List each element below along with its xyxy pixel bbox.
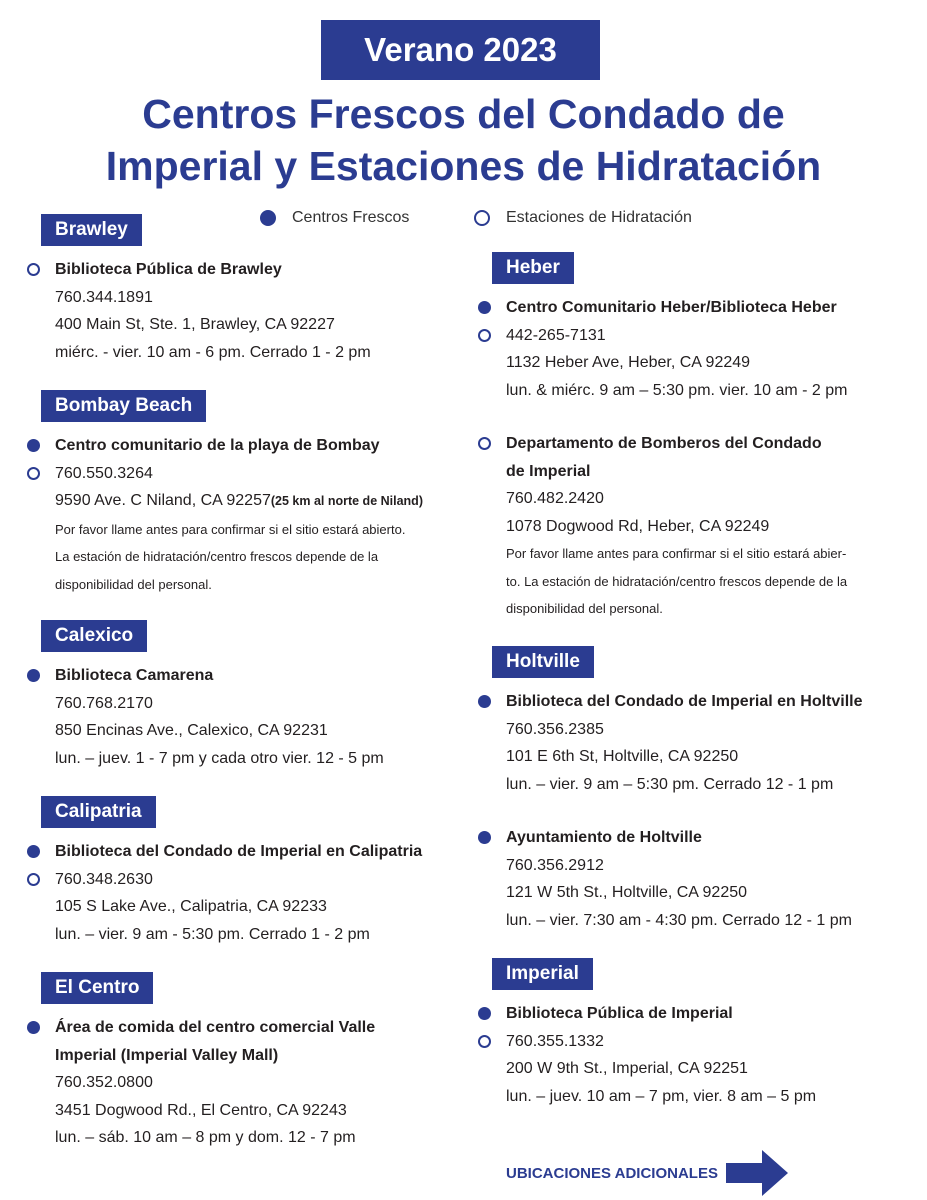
location-phone: 760.352.0800 [55, 1074, 153, 1091]
location-imperial-library [506, 1000, 816, 1110]
city-heading-bombay-beach: Bombay Beach [41, 390, 206, 422]
location-note: disponibilidad del personal. [55, 576, 212, 592]
cooling-center-icon [27, 1021, 40, 1034]
location-note: disponibilidad del personal. [506, 601, 663, 616]
city-heading-heber: Heber [492, 252, 574, 284]
location-address: 1132 Heber Ave, Heber, CA 92249 [506, 354, 751, 371]
city-heading-imperial: Imperial [492, 958, 593, 990]
location-note: to. La estación de hidratación/centro frescos depende de la [506, 573, 848, 589]
location-bombay-center [55, 432, 423, 598]
hydration-station-icon [27, 467, 40, 480]
hydration-station-icon [478, 1035, 491, 1048]
location-phone: 760.482.2420 [506, 490, 604, 507]
location-phone: 760.356.2912 [506, 856, 604, 874]
city-heading-holtville: Holtville [492, 646, 594, 678]
location-name: Centro Comunitario Heber/Biblioteca Heber [506, 299, 837, 316]
location-address: 121 W 5th St., Holtville, CA 92250 [506, 884, 748, 901]
location-heber-center [506, 294, 847, 404]
location-phone: 760.344.1891 [55, 288, 153, 306]
location-address: 400 Main St, Ste. 1, Brawley, CA 92227 [55, 316, 335, 333]
location-name-line-2: de Imperial [506, 462, 591, 480]
location-name: Biblioteca del Condado de Imperial en Holtville [506, 693, 863, 710]
cooling-center-icon [478, 301, 491, 314]
cooling-center-icon [478, 1007, 491, 1020]
legend-cooling [260, 209, 409, 227]
location-brawley-library [55, 256, 371, 366]
location-calipatria-library [55, 838, 422, 948]
location-address: 3451 Dogwood Rd., El Centro, CA 92243 [55, 1101, 347, 1119]
cooling-center-icon [27, 669, 40, 682]
location-hours: lun. – juev. 1 - 7 pm y cada otro vier. 12 - 5 pm [55, 749, 384, 767]
additional-locations-label: UBICACIONES ADICIONALES [506, 1164, 718, 1182]
location-note: Por favor llame antes para confirmar si el sitio estará abier- [506, 546, 847, 561]
cooling-center-icon [27, 845, 40, 858]
location-hours: lun. – vier. 9 am – 5:30 pm. Cerrado 12 - 1 pm [506, 775, 834, 793]
location-note: Por favor llame antes para confirmar si el sitio estará abierto. [55, 521, 406, 537]
city-heading-brawley: Brawley [41, 214, 142, 246]
cooling-center-icon [478, 831, 491, 844]
location-phone: 760.768.2170 [55, 694, 153, 712]
filled-circle-icon [260, 210, 276, 226]
legend-hydration-label: Estaciones de Hidratación [506, 209, 692, 226]
location-hours: lun. – juev. 10 am – 7 pm, vier. 8 am – 5 pm [506, 1087, 817, 1105]
location-holtville-city-hall [506, 824, 852, 934]
location-name-line-1: Área de comida del centro comercial Valle [55, 1019, 376, 1036]
location-holtville-library [506, 688, 863, 798]
location-hours: lun. – sáb. 10 am – 8 pm y dom. 12 - 7 pm [55, 1129, 356, 1146]
location-hours: lun. – vier. 9 am - 5:30 pm. Cerrado 1 - 2 pm [55, 925, 370, 943]
location-hours: lun. & miérc. 9 am – 5:30 pm. vier. 10 am - 2 pm [506, 381, 848, 399]
location-phone: 760.356.2385 [506, 720, 604, 738]
hydration-station-icon [478, 329, 491, 342]
ring-circle-icon [474, 210, 490, 226]
city-heading-el-centro: El Centro [41, 972, 153, 1004]
location-address: 101 E 6th St, Holtville, CA 92250 [506, 748, 739, 765]
arrow-right-icon [726, 1150, 788, 1196]
hydration-station-icon [27, 263, 40, 276]
legend-hydration [474, 209, 692, 227]
location-name: Centro comunitario de la playa de Bombay [55, 437, 380, 454]
location-el-centro-mall [55, 1014, 375, 1152]
additional-locations-link[interactable] [506, 1150, 788, 1196]
location-name: Biblioteca Pública de Imperial [506, 1005, 733, 1022]
title-line-1: Centros Frescos del Condado de [142, 91, 785, 137]
cooling-center-icon [478, 695, 491, 708]
page-title [0, 88, 927, 192]
hydration-station-icon [478, 437, 491, 450]
location-hours: lun. – vier. 7:30 am - 4:30 pm. Cerrado 12 - 1 pm [506, 911, 852, 929]
location-phone: 760.550.3264 [55, 464, 153, 482]
location-name-line-1: Departamento de Bomberos del Condado [506, 435, 822, 452]
location-name: Biblioteca Pública de Brawley [55, 261, 282, 278]
location-address: 850 Encinas Ave., Calexico, CA 92231 [55, 722, 328, 739]
location-heber-fire-department [506, 430, 847, 623]
location-calexico-library [55, 662, 384, 772]
location-address: 1078 Dogwood Rd, Heber, CA 92249 [506, 517, 770, 535]
location-address-note: (25 km al norte de Niland) [270, 494, 423, 508]
hydration-station-icon [27, 873, 40, 886]
location-address: 200 W 9th St., Imperial, CA 92251 [506, 1060, 748, 1077]
location-phone: 760.355.1332 [506, 1032, 604, 1050]
location-name: Ayuntamiento de Holtville [506, 829, 702, 846]
title-line-2: Imperial y Estaciones de Hidratación [105, 143, 822, 189]
city-heading-calexico: Calexico [41, 620, 147, 652]
location-phone: 760.348.2630 [55, 870, 153, 888]
location-hours: miérc. - vier. 10 am - 6 pm. Cerrado 1 - 2 pm [55, 343, 371, 361]
city-heading-calipatria: Calipatria [41, 796, 156, 828]
location-phone: 442-265-7131 [506, 326, 606, 344]
season-badge: Verano 2023 [321, 20, 600, 80]
location-name: Biblioteca Camarena [55, 667, 214, 684]
location-address: 105 S Lake Ave., Calipatria, CA 92233 [55, 898, 327, 915]
location-address: 9590 Ave. C Niland, CA 92257 [55, 492, 271, 509]
location-note: La estación de hidratación/centro frescos depende de la [55, 549, 379, 564]
location-name: Biblioteca del Condado de Imperial en Calipatria [55, 843, 423, 860]
cooling-center-icon [27, 439, 40, 452]
location-name-line-2: Imperial (Imperial Valley Mall) [55, 1046, 279, 1064]
legend-cooling-label: Centros Frescos [292, 209, 410, 226]
